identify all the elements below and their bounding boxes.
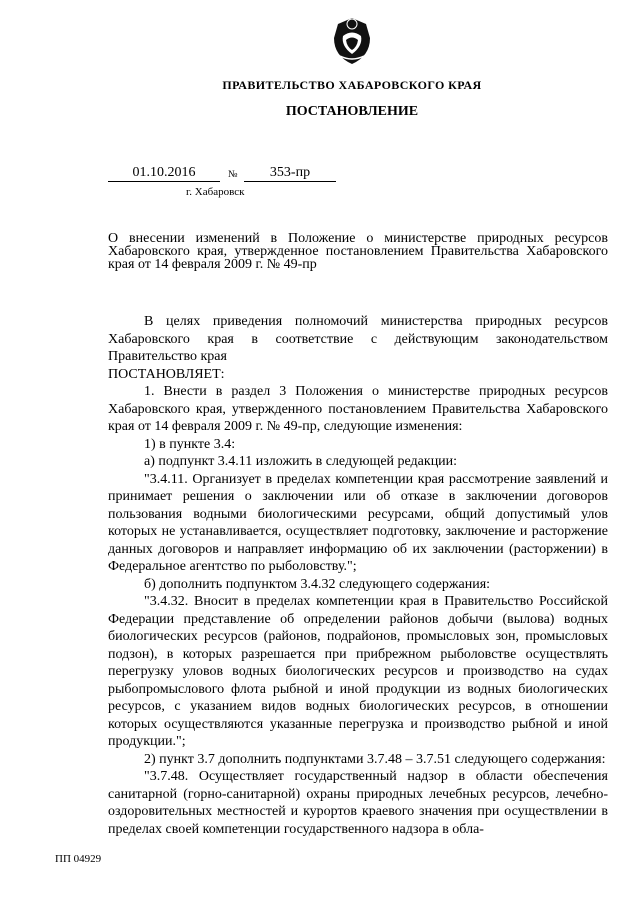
paragraph: а) подпункт 3.4.11 изложить в следующей редакции:: [144, 454, 458, 469]
document-number: 353-пр: [244, 165, 336, 182]
paragraph: "3.4.32. Вносит в пределах компетенции края в Правительство Российской Федерации представление об определении районов добычи (вылова) водных биологических ресурсов (районов, подрайонов, промысловых зон, промысловых подзон), в которых разрешается при прибрежном рыболовстве осуществлять перегрузку уловов водных биологических ресурсов и производство на судах рыбопромыслового флота рыбной и иной продукции из водных биологических ресурсов, с указанием видов водных биологических ресурсов, в отношении которых осуществляются указанные перегрузка и производство рыбной и иной продукции.";: [108, 594, 608, 749]
document-type: ПОСТАНОВЛЕНИЕ: [285, 104, 419, 119]
document-subject: О внесении изменений в Положение о министерстве природных ресурсов Хабаровского края, утвержденное постановлением Правительства Хабаровского края от 14 февраля 2009 г. № 49-пр: [108, 231, 608, 272]
paragraph: 1) в пункте 3.4:: [144, 436, 236, 452]
paragraph: б) дополнить подпунктом 3.4.32 следующего содержания:: [144, 576, 491, 592]
coat-of-arms-icon: [330, 16, 374, 66]
paragraph: "3.7.48. Осуществляет государственный надзор в области обеспечения санитарной (горно-санитарной) охраны природных лечебных ресурсов, лечебно-оздоровительных местностей и курортов краевого значения при осуществлении в пределах своей компетенции государственного надзора в обла-: [108, 769, 608, 837]
document-code: ПП 04929: [55, 853, 102, 865]
city-label: г. Хабаровск: [186, 186, 245, 198]
document-body: [108, 313, 608, 838]
paragraph: В целях приведения полномочий министерства природных ресурсов Хабаровского края в соответствие с действующим законодательством Правительство края: [108, 314, 608, 364]
paragraph: "3.4.11. Организует в пределах компетенции края рассмотрение заявлений и принимает решения о заключении или об отказе в заключении договоров пользования водными биологическими ресурсами, общий допустимый улов которых не устанавливается, осуществляет подготовку, заключение и расторжение данных договоров и направляет информацию об их заключении (расторжении) в Федеральное агентство по рыболовству.";: [108, 471, 608, 574]
paragraph: ПОСТАНОВЛЯЕТ:: [108, 366, 225, 382]
document-date: 01.10.2016: [108, 165, 220, 182]
number-sign: №: [228, 169, 238, 180]
paragraph: 1. Внести в раздел 3 Положения о министерстве природных ресурсов Хабаровского края, утвержденного постановлением Правительства Хабаровского края от 14 февраля 2009 г. № 49-пр, следующие изменения:: [108, 384, 608, 434]
paragraph: 2) пункт 3.7 дополнить подпунктами 3.7.48 – 3.7.51 следующего содержания:: [144, 751, 606, 767]
organization-title: ПРАВИТЕЛЬСТВО ХАБАРОВСКОГО КРАЯ: [222, 78, 482, 92]
